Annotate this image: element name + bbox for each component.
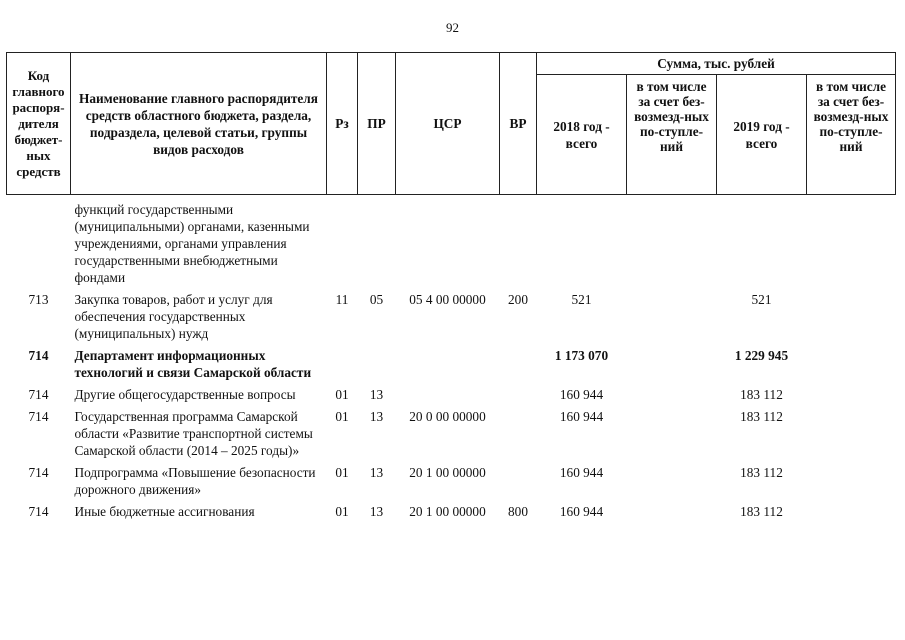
cell-2018-total [537, 195, 627, 290]
cell-vr [500, 384, 537, 406]
cell-2018-free [627, 462, 717, 501]
page-number: 92 [446, 20, 459, 35]
cell-csr [396, 345, 500, 384]
cell-2019-free [807, 384, 896, 406]
cell-2018-total: 160 944 [559, 465, 604, 480]
cell-2018-total: 160 944 [559, 504, 604, 519]
cell-name: Подпрограмма «Повышение безопасности дорожного движения» [74, 465, 316, 497]
cell-csr: 20 1 00 00000 [409, 465, 486, 480]
table-row [7, 406, 896, 462]
table-row [7, 501, 896, 523]
cell-name: Закупка товаров, работ и услуг для обеспечения государственных (муниципальных) нужд [74, 292, 273, 341]
header-sum-group: Сумма, тыс. рублей [537, 53, 896, 75]
cell-pr: 13 [369, 387, 384, 402]
header-pr: ПР [358, 53, 396, 195]
cell-name: Государственная программа Самарской области «Развитие транспортной системы Самарской области (2014 – 2025 годы)» [74, 409, 313, 458]
cell-pr: 13 [369, 504, 384, 519]
header-2018-free: в том числе за счет без-возмезд-ных по-ступле-ний [627, 75, 717, 195]
cell-2018-free [627, 406, 717, 462]
cell-rz: 01 [335, 409, 349, 424]
cell-code [7, 195, 71, 290]
cell-code: 714 [28, 504, 49, 519]
table-row [7, 289, 896, 345]
cell-vr [500, 462, 537, 501]
cell-csr: 20 1 00 00000 [409, 504, 486, 519]
cell-name: Департамент информационных технологий и связи Самарской области [74, 348, 312, 380]
cell-2018-free [627, 195, 717, 290]
cell-code: 714 [28, 465, 49, 480]
cell-2019-free [807, 462, 896, 501]
cell-2018-total: 160 944 [559, 409, 604, 424]
header-vr: ВР [500, 53, 537, 195]
cell-2019-total [717, 195, 807, 290]
cell-vr: 200 [508, 292, 528, 307]
cell-rz: 01 [335, 465, 349, 480]
cell-2018-total: 1 173 070 [554, 348, 609, 363]
table-row [7, 345, 896, 384]
cell-name: Иные бюджетные ассигнования [74, 504, 255, 519]
table-row [7, 195, 896, 290]
cell-2019-free [807, 501, 896, 523]
cell-vr: 800 [508, 504, 528, 519]
cell-rz: 01 [335, 504, 349, 519]
table-row [7, 384, 896, 406]
cell-2019-total: 521 [751, 292, 772, 307]
cell-2018-total: 521 [571, 292, 592, 307]
cell-2018-free [627, 501, 717, 523]
cell-vr [500, 406, 537, 462]
cell-2019-free [807, 345, 896, 384]
table-row [7, 462, 896, 501]
cell-2018-total: 160 944 [559, 387, 604, 402]
table-body [7, 195, 896, 524]
cell-rz [327, 195, 358, 290]
cell-csr [396, 195, 500, 290]
cell-name: Другие общегосударственные вопросы [74, 387, 296, 402]
header-2018-total: 2018 год - всего [537, 75, 627, 195]
table-header [7, 53, 896, 195]
cell-vr [500, 345, 537, 384]
cell-pr [358, 345, 396, 384]
cell-rz: 01 [335, 387, 349, 402]
cell-2019-free [807, 406, 896, 462]
cell-2018-free [627, 345, 717, 384]
cell-code: 714 [28, 348, 49, 363]
cell-pr: 13 [369, 465, 384, 480]
cell-pr: 13 [369, 409, 384, 424]
header-2019-total: 2019 год - всего [717, 75, 807, 195]
cell-csr: 05 4 00 00000 [409, 292, 486, 307]
cell-2018-free [627, 384, 717, 406]
cell-pr: 05 [369, 292, 384, 307]
header-csr: ЦСР [396, 53, 500, 195]
cell-code: 713 [28, 292, 49, 307]
cell-csr [396, 384, 500, 406]
cell-2019-free [807, 195, 896, 290]
cell-2019-total: 183 112 [740, 504, 783, 519]
cell-2019-free [807, 289, 896, 345]
cell-2019-total: 183 112 [740, 387, 783, 402]
cell-name: функций государственными (муниципальными) органами, казенными учреждениями, органами управления государственными внебюджетными фондами [74, 202, 310, 285]
cell-rz [327, 345, 358, 384]
cell-2018-free [627, 289, 717, 345]
cell-rz: 11 [335, 292, 349, 307]
cell-code: 714 [28, 409, 49, 424]
cell-2019-total: 183 112 [740, 465, 783, 480]
header-2019-free: в том числе за счет без-возмезд-ных по-ступле-ний [807, 75, 896, 195]
cell-vr [500, 195, 537, 290]
cell-2019-total: 183 112 [740, 409, 783, 424]
header-rz: Рз [327, 53, 358, 195]
header-code: Код главного распоря-дителя бюджет-ных средств [7, 53, 71, 195]
header-name: Наименование главного распорядителя средств областного бюджета, раздела, подраздела, целевой статьи, группы видов расходов [71, 53, 327, 195]
cell-pr [358, 195, 396, 290]
cell-2019-total: 1 229 945 [734, 348, 789, 363]
cell-code: 714 [28, 387, 49, 402]
budget-table [6, 52, 896, 523]
cell-csr: 20 0 00 00000 [409, 409, 486, 424]
